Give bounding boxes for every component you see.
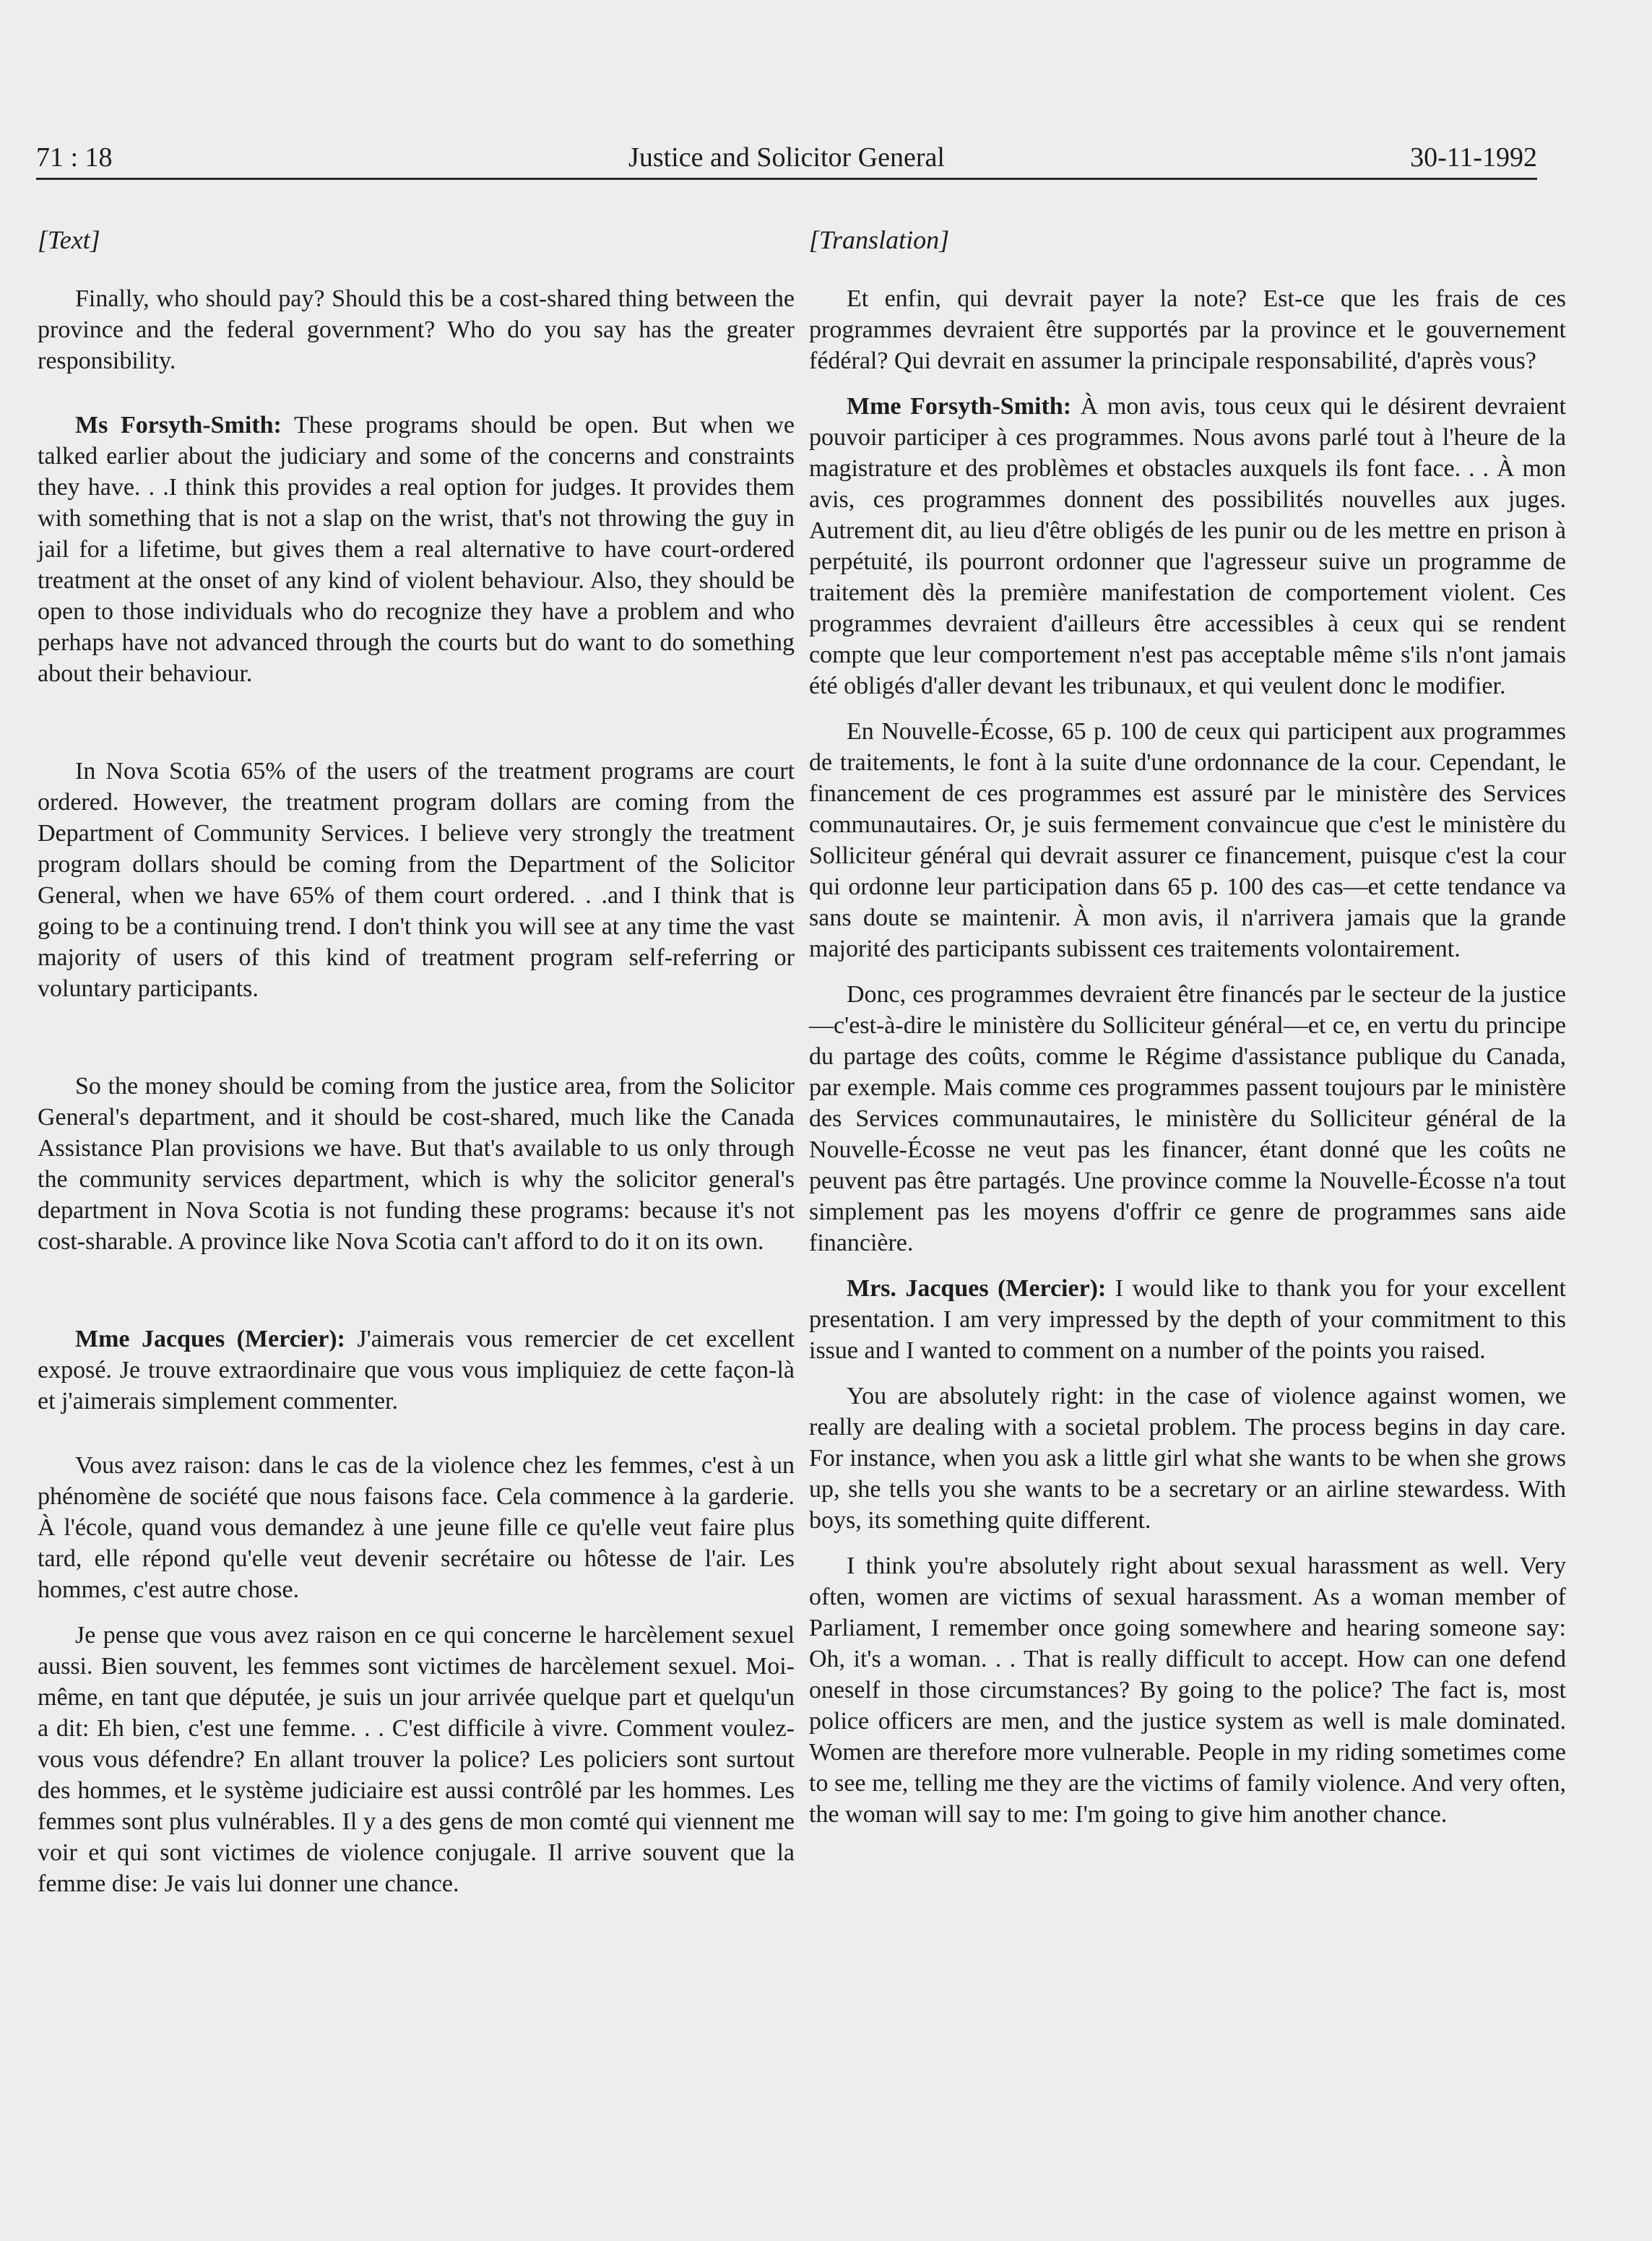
- paragraph: Finally, who should pay? Should this be a cost-shared thing between the province and the federal government? Who do you say has the greater responsibility.: [38, 285, 795, 374]
- paragraph: So the money should be coming from the justice area, from the Solicitor General's department, and it should be cost-shared, much like the Canada Assistance Plan provisions we have. But that's available to us only through the community services department, which is why the solicitor general's department in Nova Scotia is not funding these programs: because it's not cost-sharable. A province like Nova Scotia can't afford to do it on its own.: [38, 1073, 795, 1255]
- left-column: [38, 224, 795, 1899]
- paragraph: Vous avez raison: dans le cas de la violence chez les femmes, c'est à un phénomène de société que nous faisons face. Cela commence à la garderie. À l'école, quand vous demandez à une jeune fille ce qu'elle veut faire plus tard, elle répond qu'elle veut devenir secrétaire ou hôtesse de l'air. Les hommes, c'est autre chose.: [38, 1452, 795, 1603]
- paragraph: Mme Forsyth-Smith: À mon avis, tous ceux qui le désirent devraient pouvoir participer à ces programmes. Nous avons parlé tout à l'heure de la magistrature et des problèmes et obstacles auxquels ils font face. . . À mon avis, ces programmes donnent des possibilités nouvelles aux juges. Autrement dit, au lieu d'être obligés de les punir ou de les mettre en prison à perpétuité, ils pourront ordonner que l'agresseur suive un programme de traitement dès la première manifestation de comportement violent. Ces programmes devraient d'ailleurs être accessibles à ceux qui se rendent compte que leur comportement n'est pas acceptable même s'ils n'ont jamais été obligés d'aller devant les tribunaux, et qui veulent donc le modifier.: [809, 393, 1566, 699]
- paragraph: En Nouvelle-Écosse, 65 p. 100 de ceux qui participent aux programmes de traitements, le font à la suite d'une ordonnance de la cour. Cependant, le financement de ces programmes est assuré par le ministère des Services communautaires. Or, je suis fermement convaincue que c'est le ministère du Solliciteur général qui devrait assurer ce financement, puisque c'est la cour qui ordonne leur participation dans 65 p. 100 des cas—et cette tendance va sans doute se maintenir. À mon avis, il n'arrivera jamais que la grande majorité des participants subissent ces traitements volontairement.: [809, 718, 1566, 962]
- page-number: 71 : 18: [36, 142, 113, 173]
- paragraph: Ms Forsyth-Smith: These programs should be open. But when we talked earlier about the judiciary and some of the concerns and constraints they have. . .I think this provides a real option for judges. It provides them with something that is not a slap on the wrist, that's not throwing the guy in jail for a lifetime, but gives them a real alternative to have court-ordered treatment at the onset of any kind of violent behaviour. Also, they should be open to those individuals who do recognize they have a problem and who perhaps have not advanced through the courts but do want to do something about their behaviour.: [38, 412, 795, 687]
- translation-tag: [Translation]: [809, 225, 950, 254]
- speaker-name: Mrs. Jacques (Mercier):: [847, 1275, 1107, 1302]
- paragraph: You are absolutely right: in the case of violence against women, we really are dealing with a societal problem. The process begins in day care. For instance, when you ask a little girl what she wants to be when she grows up, she tells you she wants to be a secretary or an airline stewardess. With boys, its something quite different.: [809, 1383, 1566, 1534]
- speaker-name: Mme Jacques (Mercier):: [75, 1326, 345, 1352]
- speaker-name: Ms Forsyth-Smith:: [75, 412, 282, 439]
- speaker-name: Mme Forsyth-Smith:: [847, 393, 1072, 420]
- paragraph: Et enfin, qui devrait payer la note? Est-ce que les frais de ces programmes devraient être supportés par la province et le gouvernement fédéral? Qui devrait en assumer la principale responsabilité, d'après vous?: [809, 285, 1566, 374]
- text-tag: [Text]: [38, 225, 100, 254]
- right-column: [809, 224, 1566, 1830]
- running-title: Justice and Solicitor General: [628, 142, 945, 173]
- page-header: [36, 134, 1537, 180]
- paragraph: Mme Jacques (Mercier): J'aimerais vous remercier de cet excellent exposé. Je trouve extraordinaire que vous vous impliquiez de cette façon-là et j'aimerais simplement commenter.: [38, 1326, 795, 1415]
- paragraph: Donc, ces programmes devraient être financés par le secteur de la justice—c'est-à-dire le ministère du Solliciteur général—et ce, en vertu du principe du partage des coûts, comme le Régime d'assistance publique du Canada, par exemple. Mais comme ces programmes passent toujours par le ministère des Services communautaires, le ministère du Solliciteur général de la Nouvelle-Écosse ne veut pas les financer, étant donné que les coûts ne peuvent pas être partagés. Une province comme la Nouvelle-Écosse n'a tout simplement pas les moyens d'offrir ce genre de programmes sans aide financière.: [809, 981, 1566, 1256]
- paragraph: Je pense que vous avez raison en ce qui concerne le harcèlement sexuel aussi. Bien souvent, les femmes sont victimes de harcèlement sexuel. Moi-même, en tant que députée, je suis un jour arrivée quelque part et quelqu'un a dit: Eh bien, c'est une femme. . . C'est difficile à vivre. Comment voulez-vous vous défendre? En allant trouver la police? Les policiers sont surtout des hommes, et le système judiciaire est aussi contrôlé par les hommes. Les femmes sont plus vulnérables. Il y a des gens de mon comté qui viennent me voir et qui sont victimes de violence conjugale. Il arrive souvent que la femme dise: Je vais lui donner une chance.: [38, 1622, 795, 1897]
- paragraph: I think you're absolutely right about sexual harassment as well. Very often, women are victims of sexual harassment. As a woman member of Parliament, I remember once going somewhere and hearing someone say: Oh, it's a woman. . . That is really difficult to accept. How can one defend oneself in those circumstances? By going to the police? The fact is, most police officers are men, and the justice system as well is male dominated. Women are therefore more vulnerable. People in my riding sometimes come to see me, telling me they are the victims of family violence. And very often, the woman will say to me: I'm going to give him another chance.: [809, 1553, 1566, 1828]
- sitting-date: 30-11-1992: [1410, 142, 1537, 173]
- paragraph: Mrs. Jacques (Mercier): I would like to thank you for your excellent presentation. I am very impressed by the depth of your commitment to this issue and I wanted to comment on a number of the points you raised.: [809, 1275, 1566, 1364]
- paragraph: In Nova Scotia 65% of the users of the treatment programs are court ordered. However, the treatment program dollars are coming from the Department of Community Services. I believe very strongly the treatment program dollars should be coming from the Department of the Solicitor General, when we have 65% of them court ordered. . .and I think that is going to be a continuing trend. I don't think you will see at any time the vast majority of users of this kind of treatment program self-referring or voluntary participants.: [38, 758, 795, 1002]
